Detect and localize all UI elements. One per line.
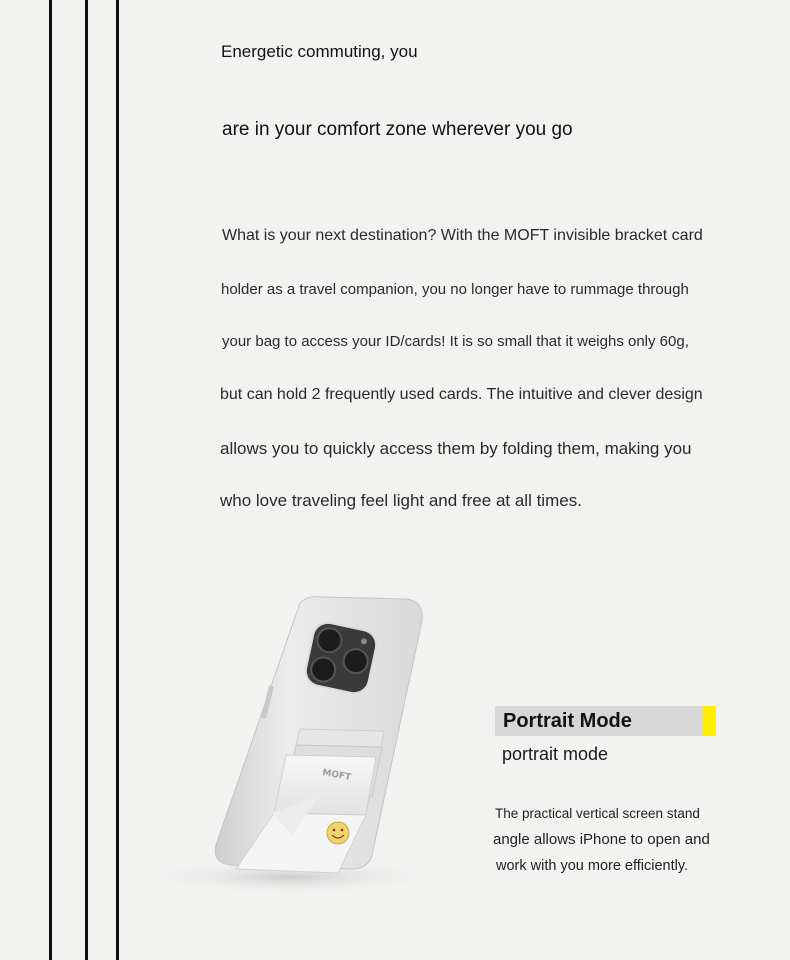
divider-line	[49, 0, 52, 960]
product-image	[60, 585, 480, 905]
accent-bar	[703, 706, 716, 736]
svg-text:MOFT: MOFT	[321, 768, 352, 783]
phone-stand-illustration	[60, 585, 480, 905]
paragraph-line: your bag to access your ID/cards! It is so small that it weighs only 60g,	[222, 333, 689, 350]
paragraph-line: but can hold 2 frequently used cards. The intuitive and clever design	[220, 386, 703, 403]
paragraph-line: What is your next destination? With the MOFT invisible bracket card	[222, 227, 703, 244]
intro-line-2: are in your comfort zone wherever you go	[222, 119, 573, 140]
feature-description-line: work with you more efficiently.	[496, 858, 689, 874]
feature-subtitle: portrait mode	[502, 744, 609, 764]
feature-description-line: The practical vertical screen stand	[495, 806, 700, 821]
feature-badge	[495, 706, 716, 736]
paragraph-line: holder as a travel companion, you no longer have to rummage through	[221, 281, 689, 298]
feature-title: Portrait Mode	[503, 710, 632, 732]
intro-line-1: Energetic commuting, you	[221, 42, 418, 61]
paragraph-line: who love traveling feel light and free at all times.	[220, 491, 582, 510]
feature-description-line: angle allows iPhone to open and	[493, 831, 710, 848]
paragraph-line: allows you to quickly access them by folding them, making you	[220, 439, 692, 458]
